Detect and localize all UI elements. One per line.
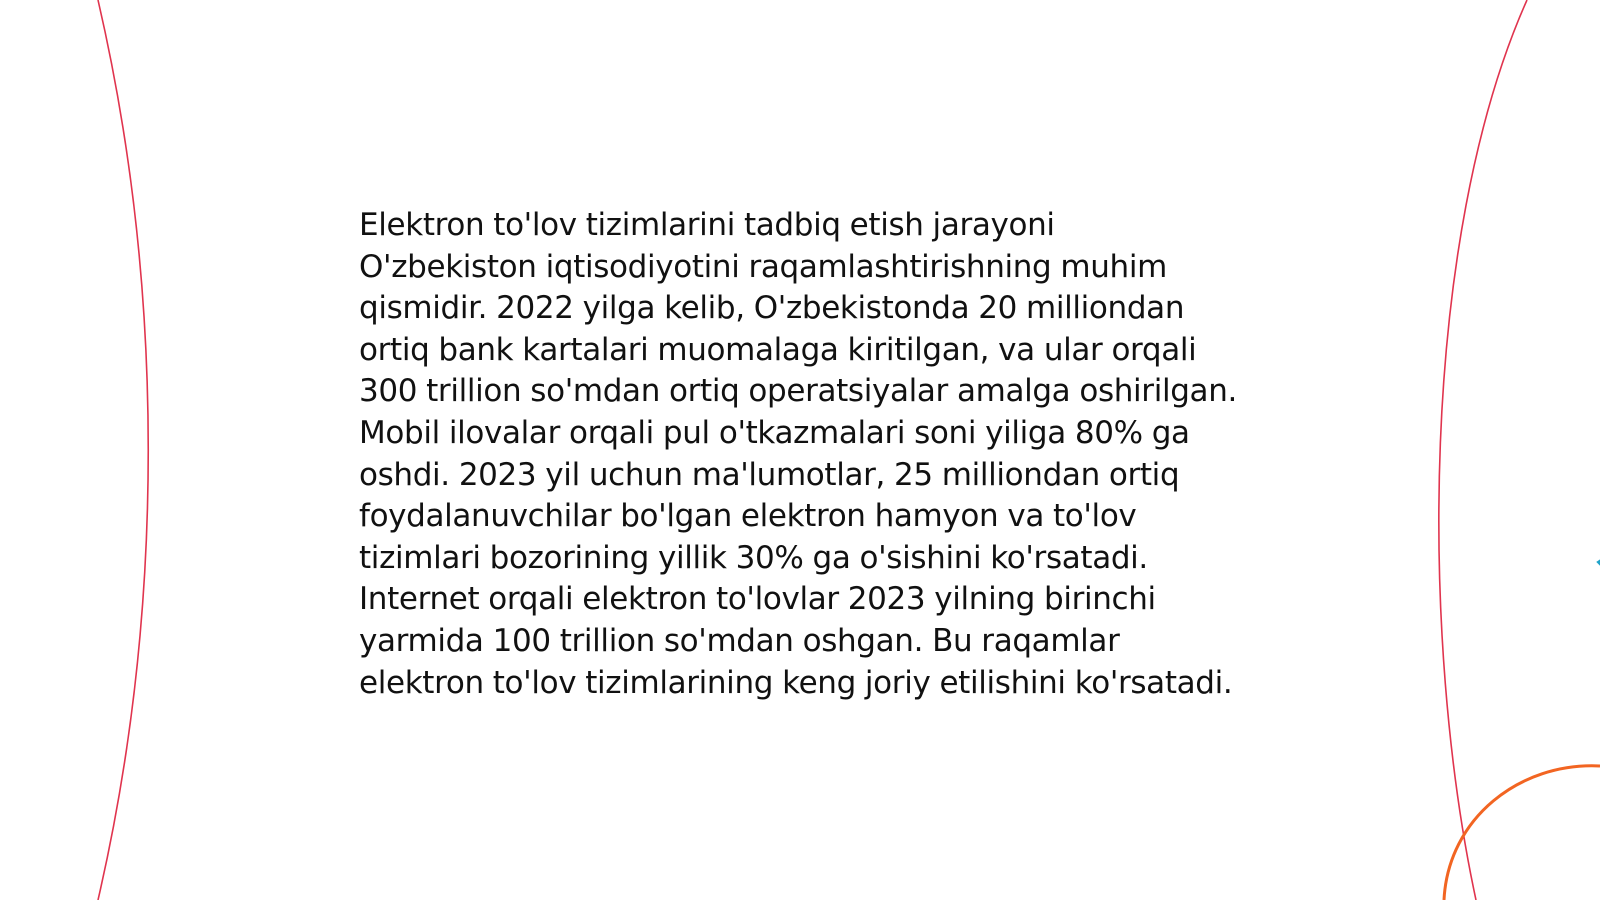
- orange-arc: [1444, 766, 1600, 900]
- right-curve-line: [1439, 0, 1527, 900]
- body-paragraph: Elektron to'lov tizimlarini tadbiq etish jarayoni O'zbekiston iqtisodiyotini raqamlashtirishning muhim qismidir. 2022 yilga kelib, O'zbekistonda 20 milliondan ortiq bank kartalari muomalaga kiritilgan, va ular orqali 300 trillion so'mdan ortiq operatsiyalar amalga oshirilgan. Mobil ilovalar orqali pul o'tkazmalari soni yiliga 80% ga oshdi. 2023 yil uchun ma'lumotlar, 25 milliondan ortiq foydalanuvchilar bo'lgan elektron hamyon va to'lov tizimlari bozorining yillik 30% ga o'sishini ko'rsatadi. Internet orqali elektron to'lovlar 2023 yilning birinchi yarmida 100 trillion so'mdan oshgan. Bu raqamlar elektron to'lov tizimlarining keng joriy etilishini ko'rsatadi.: [359, 207, 1237, 701]
- left-curve-line: [98, 0, 148, 900]
